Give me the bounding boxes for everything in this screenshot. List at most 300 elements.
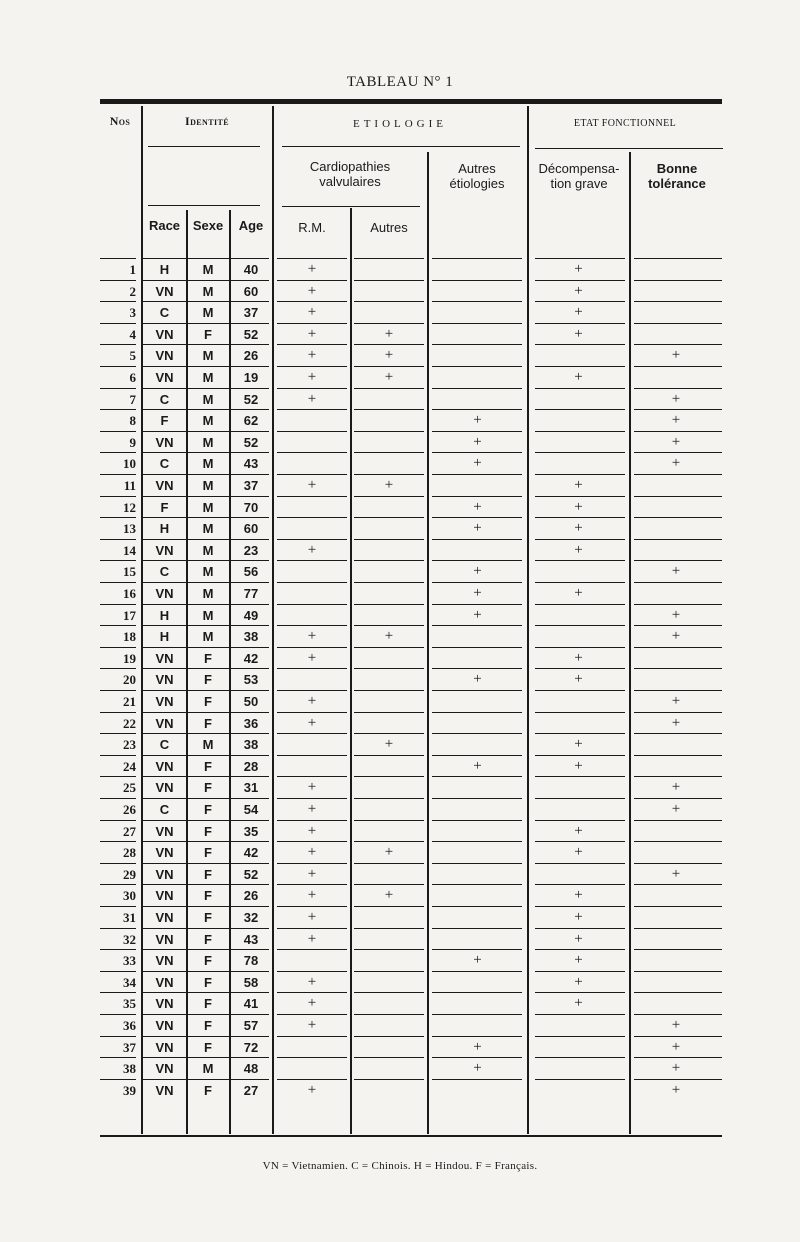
row-number: 23 xyxy=(123,737,136,753)
cell-age: 72 xyxy=(243,1039,259,1055)
row-divider xyxy=(143,733,269,734)
cell-race: VN xyxy=(155,866,174,882)
row-divider xyxy=(634,452,722,453)
row-divider xyxy=(535,539,625,540)
cell-race: VN xyxy=(155,1018,174,1033)
row-divider xyxy=(277,366,347,367)
row-divider xyxy=(100,820,136,821)
cell-sexe: F xyxy=(204,326,212,342)
cell-sexe: M xyxy=(202,478,214,493)
cell-autres-mark: + xyxy=(384,628,394,645)
row-divider xyxy=(277,431,347,432)
row-divider xyxy=(277,388,347,389)
row-divider xyxy=(143,323,269,324)
cell-sexe: M xyxy=(202,305,214,321)
cell-sexe: F xyxy=(204,888,212,904)
cell-age: 32 xyxy=(243,910,259,925)
row-divider xyxy=(535,258,625,259)
row-divider xyxy=(634,1057,722,1058)
row-divider xyxy=(277,301,347,302)
cell-race: VN xyxy=(155,478,174,493)
row-divider xyxy=(100,712,136,713)
row-number: 22 xyxy=(123,715,136,731)
row-divider xyxy=(354,258,424,259)
row-number: 25 xyxy=(123,780,136,796)
cell-sexe: F xyxy=(204,758,212,774)
row-divider xyxy=(277,733,347,734)
cell-autres-etio-mark: + xyxy=(473,498,482,515)
row-divider xyxy=(354,971,424,972)
row-divider xyxy=(354,668,424,669)
cell-race: VN xyxy=(155,823,174,839)
header-etat: ETAT FONCTIONNEL xyxy=(573,118,677,129)
row-divider xyxy=(634,323,722,324)
cell-race: C xyxy=(159,802,170,817)
row-divider xyxy=(432,1014,522,1015)
row-divider xyxy=(634,949,722,950)
cell-autres-mark: + xyxy=(384,736,394,753)
row-divider xyxy=(432,1036,522,1037)
row-divider xyxy=(277,409,347,410)
cell-rm-mark: + xyxy=(307,1017,317,1033)
row-divider xyxy=(277,280,347,281)
row-divider xyxy=(432,647,522,648)
row-divider xyxy=(634,1079,722,1080)
row-number: 29 xyxy=(123,866,136,882)
cell-race: H xyxy=(159,629,170,645)
row-divider xyxy=(634,409,722,410)
header-rm: R.M. xyxy=(298,220,326,235)
cell-autres-mark: + xyxy=(384,887,394,904)
row-divider xyxy=(143,647,269,648)
row-divider xyxy=(143,604,269,605)
cell-decomp-mark: + xyxy=(574,671,583,688)
cell-race: VN xyxy=(155,650,174,666)
cell-bonne-mark: + xyxy=(671,412,681,429)
row-divider xyxy=(535,841,625,842)
row-divider xyxy=(432,841,522,842)
row-divider xyxy=(143,820,269,821)
cell-autres-etio-mark: + xyxy=(473,952,482,969)
header-identite: Identité xyxy=(185,114,229,128)
cell-autres-etio-mark: + xyxy=(473,1038,482,1055)
cell-sexe: M xyxy=(202,348,214,364)
row-divider xyxy=(100,452,136,453)
row-divider xyxy=(100,1014,136,1015)
cell-decomp-mark: + xyxy=(574,261,583,277)
row-divider xyxy=(535,1057,625,1058)
cell-rm-mark: + xyxy=(307,369,317,385)
cell-age: 78 xyxy=(243,953,259,969)
row-divider xyxy=(432,344,522,345)
cell-autres-etio-mark: + xyxy=(473,412,482,429)
identite-underline-2 xyxy=(148,205,260,206)
row-divider xyxy=(143,388,269,389)
cell-rm-mark: + xyxy=(307,649,317,666)
header-bonne-tolerance: Bonne tolérance xyxy=(648,161,706,191)
row-divider xyxy=(100,258,136,259)
row-divider xyxy=(277,863,347,864)
row-number: 26 xyxy=(123,802,136,817)
row-divider xyxy=(277,1036,347,1037)
cell-age: 52 xyxy=(243,391,259,407)
row-divider xyxy=(535,582,625,583)
cell-age: 36 xyxy=(243,715,259,731)
row-divider xyxy=(634,604,722,605)
cell-race: VN xyxy=(155,326,174,342)
cell-bonne-mark: + xyxy=(671,1081,681,1098)
row-number: 14 xyxy=(123,542,136,558)
cell-rm-mark: + xyxy=(307,844,317,861)
cell-age: 28 xyxy=(243,758,259,774)
row-divider xyxy=(634,280,722,281)
cell-autres-etio-mark: + xyxy=(473,433,482,450)
legend: VN = Vietnamien. C = Chinois. H = Hindou. F = Français. xyxy=(262,1160,538,1172)
row-divider xyxy=(535,755,625,756)
cell-rm-mark: + xyxy=(307,628,317,645)
table-title: TABLEAU N° 1 xyxy=(346,74,454,90)
row-divider xyxy=(143,1014,269,1015)
cell-sexe: M xyxy=(202,434,214,450)
row-divider xyxy=(634,344,722,345)
row-divider xyxy=(634,690,722,691)
row-divider xyxy=(432,431,522,432)
row-divider xyxy=(432,690,522,691)
row-divider xyxy=(535,301,625,302)
row-divider xyxy=(634,755,722,756)
row-divider xyxy=(277,884,347,885)
cell-race: VN xyxy=(155,1061,174,1077)
row-divider xyxy=(354,863,424,864)
cell-age: 48 xyxy=(243,1061,259,1077)
row-divider xyxy=(100,323,136,324)
cell-rm-mark: + xyxy=(307,973,317,990)
cell-bonne-mark: + xyxy=(671,433,681,450)
row-divider xyxy=(100,560,136,561)
header-autres-etiologies: Autres étiologies xyxy=(449,161,505,191)
row-number: 35 xyxy=(123,996,136,1012)
row-divider xyxy=(535,366,625,367)
row-divider xyxy=(432,625,522,626)
header-cardio: Cardiopathies valvulaires xyxy=(309,159,391,189)
cell-rm-mark: + xyxy=(307,477,317,493)
row-divider xyxy=(100,776,136,777)
cell-sexe: M xyxy=(202,456,214,472)
cell-age: 42 xyxy=(243,650,259,666)
row-divider xyxy=(535,1036,625,1037)
row-divider xyxy=(143,366,269,367)
row-divider xyxy=(354,560,424,561)
cell-age: 52 xyxy=(243,434,259,450)
row-divider xyxy=(143,344,269,345)
row-divider xyxy=(634,798,722,799)
row-divider xyxy=(143,776,269,777)
cell-sexe: M xyxy=(202,629,214,645)
header-nos: Nos xyxy=(109,114,131,128)
row-divider xyxy=(432,366,522,367)
cell-decomp-mark: + xyxy=(574,498,583,515)
row-divider xyxy=(535,928,625,929)
cell-age: 27 xyxy=(243,1082,259,1098)
cell-autres-mark: + xyxy=(384,369,394,385)
row-divider xyxy=(143,1036,269,1037)
row-divider xyxy=(143,517,269,518)
cell-race: VN xyxy=(155,1039,174,1055)
row-divider xyxy=(432,409,522,410)
row-divider xyxy=(634,496,722,497)
row-divider xyxy=(277,344,347,345)
cell-age: 60 xyxy=(243,283,259,299)
cell-rm-mark: + xyxy=(307,1081,317,1098)
row-divider xyxy=(535,1014,625,1015)
cell-sexe: M xyxy=(202,391,214,407)
row-divider xyxy=(354,388,424,389)
row-number: 30 xyxy=(123,888,136,904)
cell-decomp-mark: + xyxy=(574,649,583,666)
row-divider xyxy=(354,431,424,432)
row-divider xyxy=(143,755,269,756)
cell-decomp-mark: + xyxy=(574,844,583,861)
row-divider xyxy=(277,712,347,713)
row-divider xyxy=(354,323,424,324)
row-divider xyxy=(535,496,625,497)
row-divider xyxy=(634,366,722,367)
cell-sexe: F xyxy=(204,823,212,839)
cell-rm-mark: + xyxy=(307,541,317,558)
row-divider xyxy=(277,755,347,756)
row-number: 28 xyxy=(123,845,136,861)
row-divider xyxy=(535,906,625,907)
row-divider xyxy=(354,712,424,713)
cell-sexe: M xyxy=(202,1061,214,1077)
row-divider xyxy=(143,690,269,691)
cell-rm-mark: + xyxy=(307,714,317,731)
row-divider xyxy=(634,906,722,907)
row-divider xyxy=(354,841,424,842)
row-divider xyxy=(354,884,424,885)
row-divider xyxy=(354,452,424,453)
row-divider xyxy=(432,971,522,972)
cell-sexe: F xyxy=(204,931,212,947)
row-divider xyxy=(535,733,625,734)
row-divider xyxy=(143,712,269,713)
cell-rm-mark: + xyxy=(307,261,317,277)
cell-race: C xyxy=(159,456,170,472)
cell-age: 54 xyxy=(243,802,259,817)
cell-sexe: F xyxy=(204,650,212,666)
row-divider xyxy=(277,647,347,648)
cell-age: 60 xyxy=(243,521,259,537)
cell-decomp-mark: + xyxy=(574,477,583,493)
row-divider xyxy=(354,474,424,475)
row-divider xyxy=(432,258,522,259)
row-divider xyxy=(143,539,269,540)
cell-race: VN xyxy=(155,953,174,969)
row-divider xyxy=(143,906,269,907)
row-divider xyxy=(277,474,347,475)
row-divider xyxy=(277,560,347,561)
row-divider xyxy=(277,971,347,972)
cell-age: 37 xyxy=(243,305,259,321)
cell-race: VN xyxy=(155,672,174,688)
cell-rm-mark: + xyxy=(307,995,317,1012)
row-divider xyxy=(100,539,136,540)
cell-autres-mark: + xyxy=(384,477,394,493)
cell-race: VN xyxy=(155,715,174,731)
row-divider xyxy=(535,971,625,972)
cell-bonne-mark: + xyxy=(671,1060,681,1077)
row-number: 7 xyxy=(129,391,136,407)
cell-race: VN xyxy=(155,283,174,299)
row-number: 34 xyxy=(123,974,136,990)
cell-decomp-mark: + xyxy=(574,369,583,385)
row-divider xyxy=(100,1079,136,1080)
cell-sexe: F xyxy=(204,694,212,709)
cell-sexe: M xyxy=(202,370,214,385)
row-divider xyxy=(432,496,522,497)
cell-rm-mark: + xyxy=(307,282,317,299)
row-divider xyxy=(354,539,424,540)
cell-decomp-mark: + xyxy=(574,757,583,774)
cell-age: 40 xyxy=(243,262,259,277)
row-divider xyxy=(634,841,722,842)
row-divider xyxy=(634,712,722,713)
divider-rm xyxy=(350,208,352,1134)
cardio-underline xyxy=(282,206,420,207)
row-divider xyxy=(432,582,522,583)
row-number: 17 xyxy=(123,607,136,623)
row-divider xyxy=(432,668,522,669)
cell-age: 23 xyxy=(243,542,259,558)
row-divider xyxy=(634,992,722,993)
row-divider xyxy=(535,820,625,821)
cell-sexe: F xyxy=(204,715,212,731)
cell-decomp-mark: + xyxy=(574,887,583,904)
row-divider xyxy=(143,798,269,799)
row-divider xyxy=(432,517,522,518)
cell-bonne-mark: + xyxy=(671,1017,681,1033)
cell-decomp-mark: + xyxy=(574,930,583,947)
row-divider xyxy=(100,301,136,302)
row-divider xyxy=(535,668,625,669)
row-divider xyxy=(535,863,625,864)
row-divider xyxy=(100,582,136,583)
row-divider xyxy=(100,647,136,648)
cell-decomp-mark: + xyxy=(574,736,583,753)
row-divider xyxy=(100,992,136,993)
cell-decomp-mark: + xyxy=(574,973,583,990)
cell-race: VN xyxy=(155,586,174,601)
row-divider xyxy=(143,971,269,972)
row-number: 21 xyxy=(123,694,136,709)
cell-age: 56 xyxy=(243,564,259,580)
row-divider xyxy=(535,280,625,281)
bottom-rule xyxy=(100,1135,722,1137)
row-number: 11 xyxy=(123,478,136,493)
row-divider xyxy=(432,928,522,929)
cell-age: 77 xyxy=(243,586,259,601)
row-divider xyxy=(277,582,347,583)
row-divider xyxy=(535,452,625,453)
row-number: 18 xyxy=(123,629,136,645)
etat-underline xyxy=(535,148,723,149)
row-divider xyxy=(100,604,136,605)
row-number: 24 xyxy=(123,758,136,774)
cell-sexe: F xyxy=(204,996,212,1012)
row-divider xyxy=(634,388,722,389)
row-number: 33 xyxy=(123,953,136,969)
cell-age: 26 xyxy=(243,348,259,364)
cell-sexe: F xyxy=(204,910,212,925)
row-divider xyxy=(143,452,269,453)
cell-sexe: M xyxy=(202,586,214,601)
row-divider xyxy=(634,733,722,734)
cell-rm-mark: + xyxy=(307,909,317,925)
cell-bonne-mark: + xyxy=(671,390,681,407)
cell-race: C xyxy=(159,391,170,407)
row-divider xyxy=(432,798,522,799)
row-divider xyxy=(634,582,722,583)
cell-race: VN xyxy=(155,758,174,774)
row-divider xyxy=(100,1036,136,1037)
top-rule xyxy=(100,99,722,104)
row-divider xyxy=(634,668,722,669)
row-divider xyxy=(277,820,347,821)
cell-sexe: F xyxy=(204,974,212,990)
cell-sexe: F xyxy=(204,866,212,882)
cell-age: 57 xyxy=(243,1018,259,1033)
row-divider xyxy=(277,668,347,669)
cell-autres-etio-mark: + xyxy=(473,563,482,580)
row-divider xyxy=(354,496,424,497)
cell-sexe: M xyxy=(202,542,214,558)
row-divider xyxy=(432,301,522,302)
row-number: 6 xyxy=(129,370,136,385)
row-divider xyxy=(100,496,136,497)
cell-sexe: M xyxy=(202,499,214,515)
cell-race: F xyxy=(160,413,169,429)
cell-autres-etio-mark: + xyxy=(473,455,482,472)
row-divider xyxy=(634,625,722,626)
row-divider xyxy=(432,1057,522,1058)
row-divider xyxy=(277,496,347,497)
row-divider xyxy=(100,906,136,907)
row-divider xyxy=(354,1036,424,1037)
cell-age: 26 xyxy=(243,888,259,904)
row-divider xyxy=(432,776,522,777)
row-divider xyxy=(143,258,269,259)
row-divider xyxy=(634,517,722,518)
row-divider xyxy=(354,690,424,691)
cell-decomp-mark: + xyxy=(574,585,583,601)
row-divider xyxy=(143,863,269,864)
row-divider xyxy=(432,949,522,950)
row-divider xyxy=(277,1057,347,1058)
row-divider xyxy=(432,604,522,605)
row-divider xyxy=(354,647,424,648)
row-divider xyxy=(354,1014,424,1015)
row-divider xyxy=(634,1014,722,1015)
cell-sexe: F xyxy=(204,953,212,969)
row-divider xyxy=(354,776,424,777)
cell-bonne-mark: + xyxy=(671,801,681,817)
row-divider xyxy=(535,409,625,410)
row-divider xyxy=(143,474,269,475)
cell-race: F xyxy=(160,499,169,515)
row-divider xyxy=(432,539,522,540)
cell-rm-mark: + xyxy=(307,325,317,342)
cell-autres-mark: + xyxy=(384,325,394,342)
